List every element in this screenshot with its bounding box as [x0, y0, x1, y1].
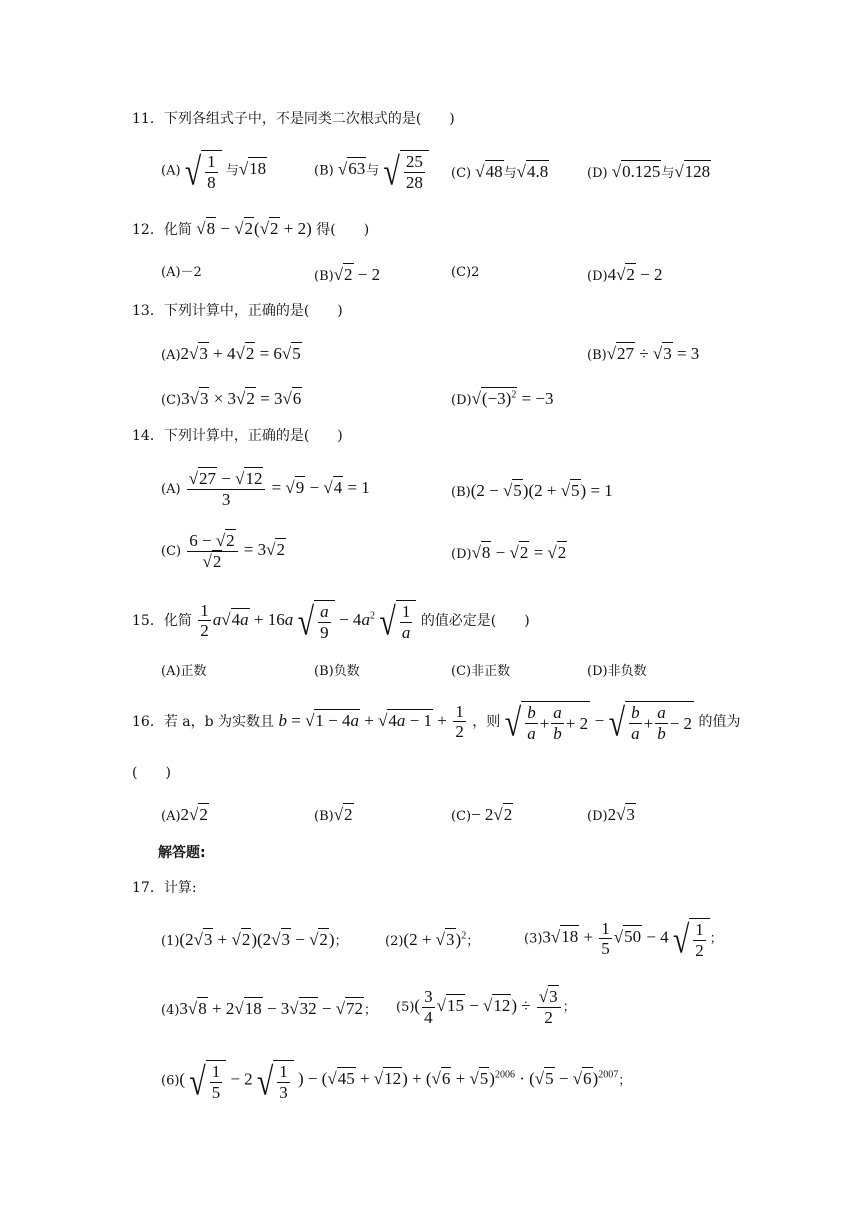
q12-option-c: (C)2 [451, 265, 480, 280]
option-label: (C) [451, 166, 472, 181]
q16-stem: 16．若 a，b 为实数且 b = √1 − 4a + √4a − 1 + $\frac{1}{2}$ ，则 √ $\frac{b}{a}$ + $\frac{a}{b}$ + 2 − √ $\frac{b}{a}$ + $\frac{a}{b}$ − 2 的值为 [132, 701, 741, 744]
option-label: (A) [161, 163, 181, 179]
q15-option-d: (D)非负数 [587, 664, 647, 679]
q16-option-a: (A)2√2 [161, 805, 208, 824]
q17-part-6: (6)( √ $\frac{1}{5}$ − 2 √ $\frac{1}{3}$ ) − $(√45 + √12) + (√6 + √5)^{2006} \cdot (√5 - √6)^{2007}$； [161, 1060, 632, 1103]
q11-option-a: (A) √ $\frac{1}{8}$ 与√18 [161, 150, 267, 193]
q13-stem: 13．下列计算中，正确的是( ) [132, 303, 343, 319]
q11-option-c: (C) √48与√4.8 [451, 162, 549, 181]
q15-option-b: (B)负数 [314, 664, 360, 679]
q13-option-a: (A)2√3 + 4√2 = 6√5 [161, 344, 301, 363]
q13-option-b: (B)√27 ÷ √3 = 3 [587, 344, 700, 363]
q14-option-a: (A) $\frac{√27 - √12}{3}$ = √9 − √4 = 1 [161, 469, 370, 509]
q17-part-2: $(2)(2 + √3)^2$； [385, 930, 480, 949]
q14-stem: 14．下列计算中，正确的是( ) [132, 428, 343, 444]
q11-stem: 11．下列各组式子中，不是同类二次根式的是( ) [132, 111, 455, 127]
option-label: (D) [587, 166, 608, 181]
q15-option-a: (A)正数 [161, 664, 207, 679]
q12-option-a: (A)－2 [161, 265, 202, 280]
q15-stem: 15．化简 $\frac{1}{2}$ a√4a + 16a √ $\frac{a}{9}$ − $4a^2$ √ $\frac{1}{a}$ 的值必定是( ) [132, 600, 530, 643]
q16-option-d: (D)2√3 [587, 805, 635, 824]
q17-stem: 17．计算: [132, 880, 197, 896]
q14-option-b: (B)(2 − √5)(2 + √5) = 1 [451, 481, 613, 500]
q17-part-3: (3)3√18 + $\frac{1}{5}$ √50 − 4 √ $\frac{1}{2}$ ； [524, 918, 723, 961]
q17-part-4: (4)3√8 + 2√18 − 3√32 − √72； [161, 999, 378, 1018]
q11-option-d: (D) √0.125与√128 [587, 162, 711, 181]
q13-option-c: (C)3√3 × 3√2 = 3√6 [161, 389, 302, 408]
q13-option-d: $(D)√(-3)^2 = -3$ [451, 389, 554, 408]
q12-option-d: (D)4√2 − 2 [587, 265, 663, 284]
q14-option-d: (D)√8 − √2 = √2 [451, 543, 567, 562]
q16-option-b: (B)√2 [314, 805, 353, 824]
q17-part-5: (5)( $\frac{3}{4}$ √15 − √12) ÷ $\frac{√3}{2}$ ； [396, 987, 576, 1027]
option-label: (B) [314, 163, 334, 179]
q16-paren: ( ) [132, 765, 171, 781]
section-heading: 解答题: [158, 845, 206, 861]
q12-option-b: (B)√2 − 2 [314, 265, 381, 284]
q16-option-c: (C)− 2√2 [451, 805, 513, 824]
q11-option-b: (B) √63与 √ $\frac{25}{28}$ [314, 150, 429, 192]
q12-stem: 12．化简 √8 − √2(√2 + 2) 得( ) [132, 219, 370, 238]
q14-option-c: (C) $\frac{6 - √2}{√2}$ = 3√2 [161, 531, 285, 571]
q15-option-c: (C)非正数 [451, 664, 511, 679]
q17-part-1: (1)(2√3 + √2)(2√3 − √2)； [161, 930, 348, 949]
